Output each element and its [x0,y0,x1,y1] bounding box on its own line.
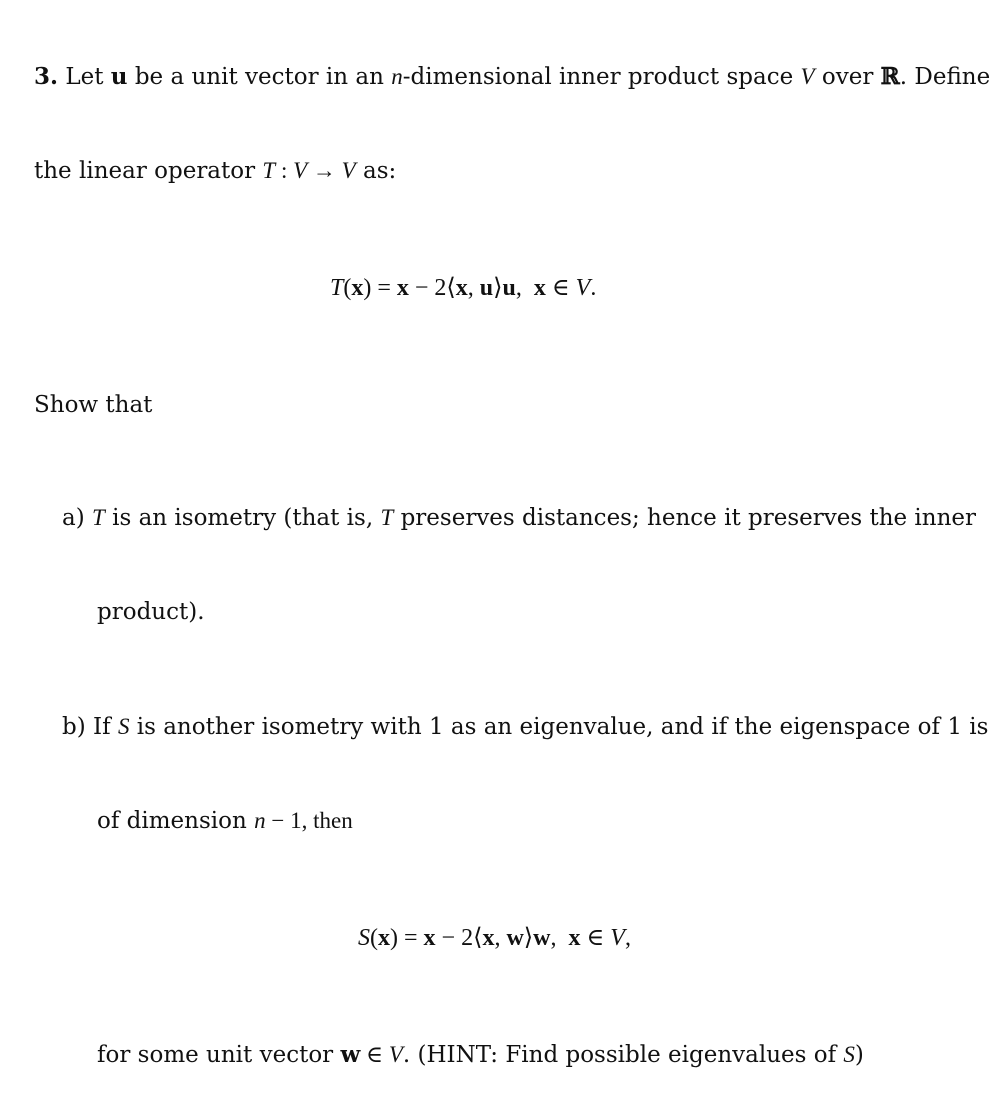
vector-x: x [378,925,390,951]
space-V: V [341,158,356,183]
comma: , [494,925,507,951]
space-V: V [575,275,591,301]
text: for some unit vector [97,1042,341,1068]
element-of: ∈ [580,925,611,951]
arrow: → [307,158,342,183]
show-that [34,390,152,420]
text: as: [355,158,397,184]
text: -dimensional inner product space [402,64,794,90]
text: of dimension [97,808,255,834]
vector-w: w [506,925,524,951]
vector-x: x [533,275,546,301]
part-b-label: b) [62,714,86,740]
vector-x: x [482,925,495,951]
vector-u: u [502,275,516,301]
part-a-label: a) [62,505,85,531]
comma: , [467,275,480,301]
minus: − 2⟨ [435,925,483,951]
separator: , [515,275,534,301]
vector-x: x [351,275,364,301]
text: preserves distances; hence it preserves the inner [393,505,977,531]
text: is another isometry with 1 as an eigenvalue, and if the eigenspace of 1 is [129,714,989,740]
vector-x: x [568,925,581,951]
var-n: n [391,64,403,89]
problem-number: 3. [34,63,59,90]
vector-x: x [396,275,409,301]
vector-w: w [340,1041,361,1068]
equals: ) = [363,275,397,301]
vector-u: u [479,275,494,301]
operator-S: S [117,714,130,739]
reals-symbol: ℝ [880,63,900,90]
text: product). [97,599,205,625]
operator-T: T [380,505,394,530]
space-V: V [388,1042,403,1067]
paren: ( [370,925,378,951]
paren: ( [343,275,352,301]
space-V: V [293,158,308,183]
problem-intro-line-1 [34,62,990,92]
equals: ) = [390,925,424,951]
text: Let [65,64,104,90]
final-line [97,1040,864,1070]
comma: , [624,925,631,951]
operator-T: T [262,158,276,183]
operator-T: T [92,505,105,530]
text: . Define [899,64,991,90]
part-a-line-2 [97,597,205,627]
vector-u: u [110,63,128,90]
element-of: ∈ [360,1042,389,1067]
separator: , [550,925,569,951]
part-b-line-1 [62,712,988,742]
operator-T: T [330,275,344,301]
problem-intro-line-2 [34,156,396,186]
equation-S [358,923,631,953]
operator-S: S [358,925,370,951]
period: . [590,275,597,301]
equation-T [330,273,596,303]
part-b-line-2 [97,806,353,836]
minus: − 2⟨ [408,275,456,301]
space-V: V [800,64,815,89]
rangle: ⟩ [523,925,534,951]
operator-S: S [843,1042,855,1067]
vector-x: x [455,275,468,301]
space-V: V [610,925,625,951]
text: If [93,714,118,740]
show-that-text: Show that [34,392,153,418]
element-of: ∈ [545,275,576,301]
text: − 1, then [265,808,353,833]
text: over [821,64,874,90]
vector-x: x [423,925,436,951]
text: the linear operator [34,158,256,184]
text: ) [854,1042,864,1068]
vector-w: w [533,925,551,951]
text: . (HINT: Find possible eigenvalues of [402,1042,844,1068]
text: be a unit vector in an [134,64,384,90]
var-n: n [254,808,266,833]
part-a-line-1 [62,503,976,533]
colon: : [275,158,294,183]
rangle: ⟩ [493,275,503,301]
text: is an isometry (that is, [104,505,381,531]
